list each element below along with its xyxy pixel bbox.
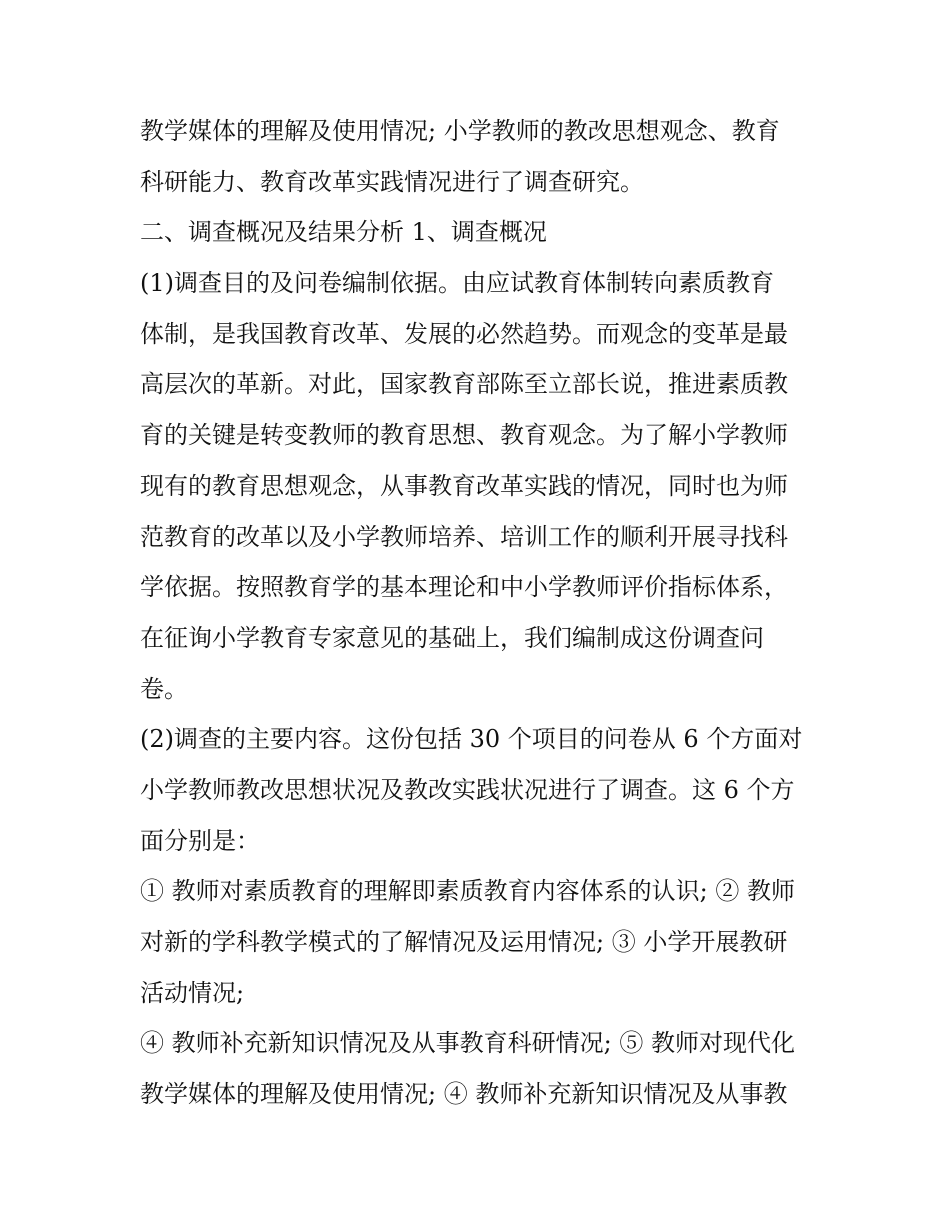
text-line-11: 在征询小学教育专家意见的基础上，我们编制成这份调查问: [140, 623, 764, 652]
text-line-20: 教学媒体的理解及使用情况; ④ 教师补充新知识情况及从事教: [140, 1080, 788, 1109]
text-line-8: 现有的教育思想观念，从事教育改革实践的情况，同时也为师: [140, 471, 788, 500]
text-line-18: 活动情况;: [140, 978, 245, 1007]
text-line-10: 学依据。按照教育学的基本理论和中小学教师评价指标体系，: [140, 573, 788, 602]
text-line-16: ① 教师对素质教育的理解即素质教育内容体系的认识; ② 教师: [140, 877, 795, 906]
text-line-2: 科研能力、教育改革实践情况进行了调查研究。: [140, 167, 644, 196]
text-line-19: ④ 教师补充新知识情况及从事教育科研情况; ⑤ 教师对现代化: [140, 1029, 795, 1058]
section-heading: 二、调查概况及结果分析 1、调查概况: [140, 218, 547, 247]
text-line-6: 高层次的革新。对此，国家教育部陈至立部长说，推进素质教: [140, 370, 788, 399]
text-line-7: 育的关键是转变教师的教育思想、教育观念。为了解小学教师: [140, 421, 788, 450]
text-line-15: 面分别是：: [140, 826, 260, 855]
document-body: [140, 106, 820, 1120]
text-line-9: 范教育的改革以及小学教师培养、培训工作的顺利开展寻找科: [140, 522, 788, 551]
text-line-4: (1)调查目的及问卷编制依据。由应试教育体制转向素质教育: [140, 269, 774, 298]
text-line-5: 体制，是我国教育改革、发展的必然趋势。而观念的变革是最: [140, 319, 788, 348]
text-line-1: 教学媒体的理解及使用情况; 小学教师的教改思想观念、教育: [140, 117, 780, 145]
text-line-12: 卷。: [140, 674, 188, 703]
text-line-17: 对新的学科教学模式的了解情况及运用情况; ③ 小学开展教研: [140, 928, 788, 956]
text-line-14: 小学教师教改思想状况及教改实践状况进行了调查。这 6 个方: [140, 775, 795, 804]
text-line-13: (2)调查的主要内容。这份包括 30 个项目的问卷从 6 个方面对: [140, 725, 803, 754]
